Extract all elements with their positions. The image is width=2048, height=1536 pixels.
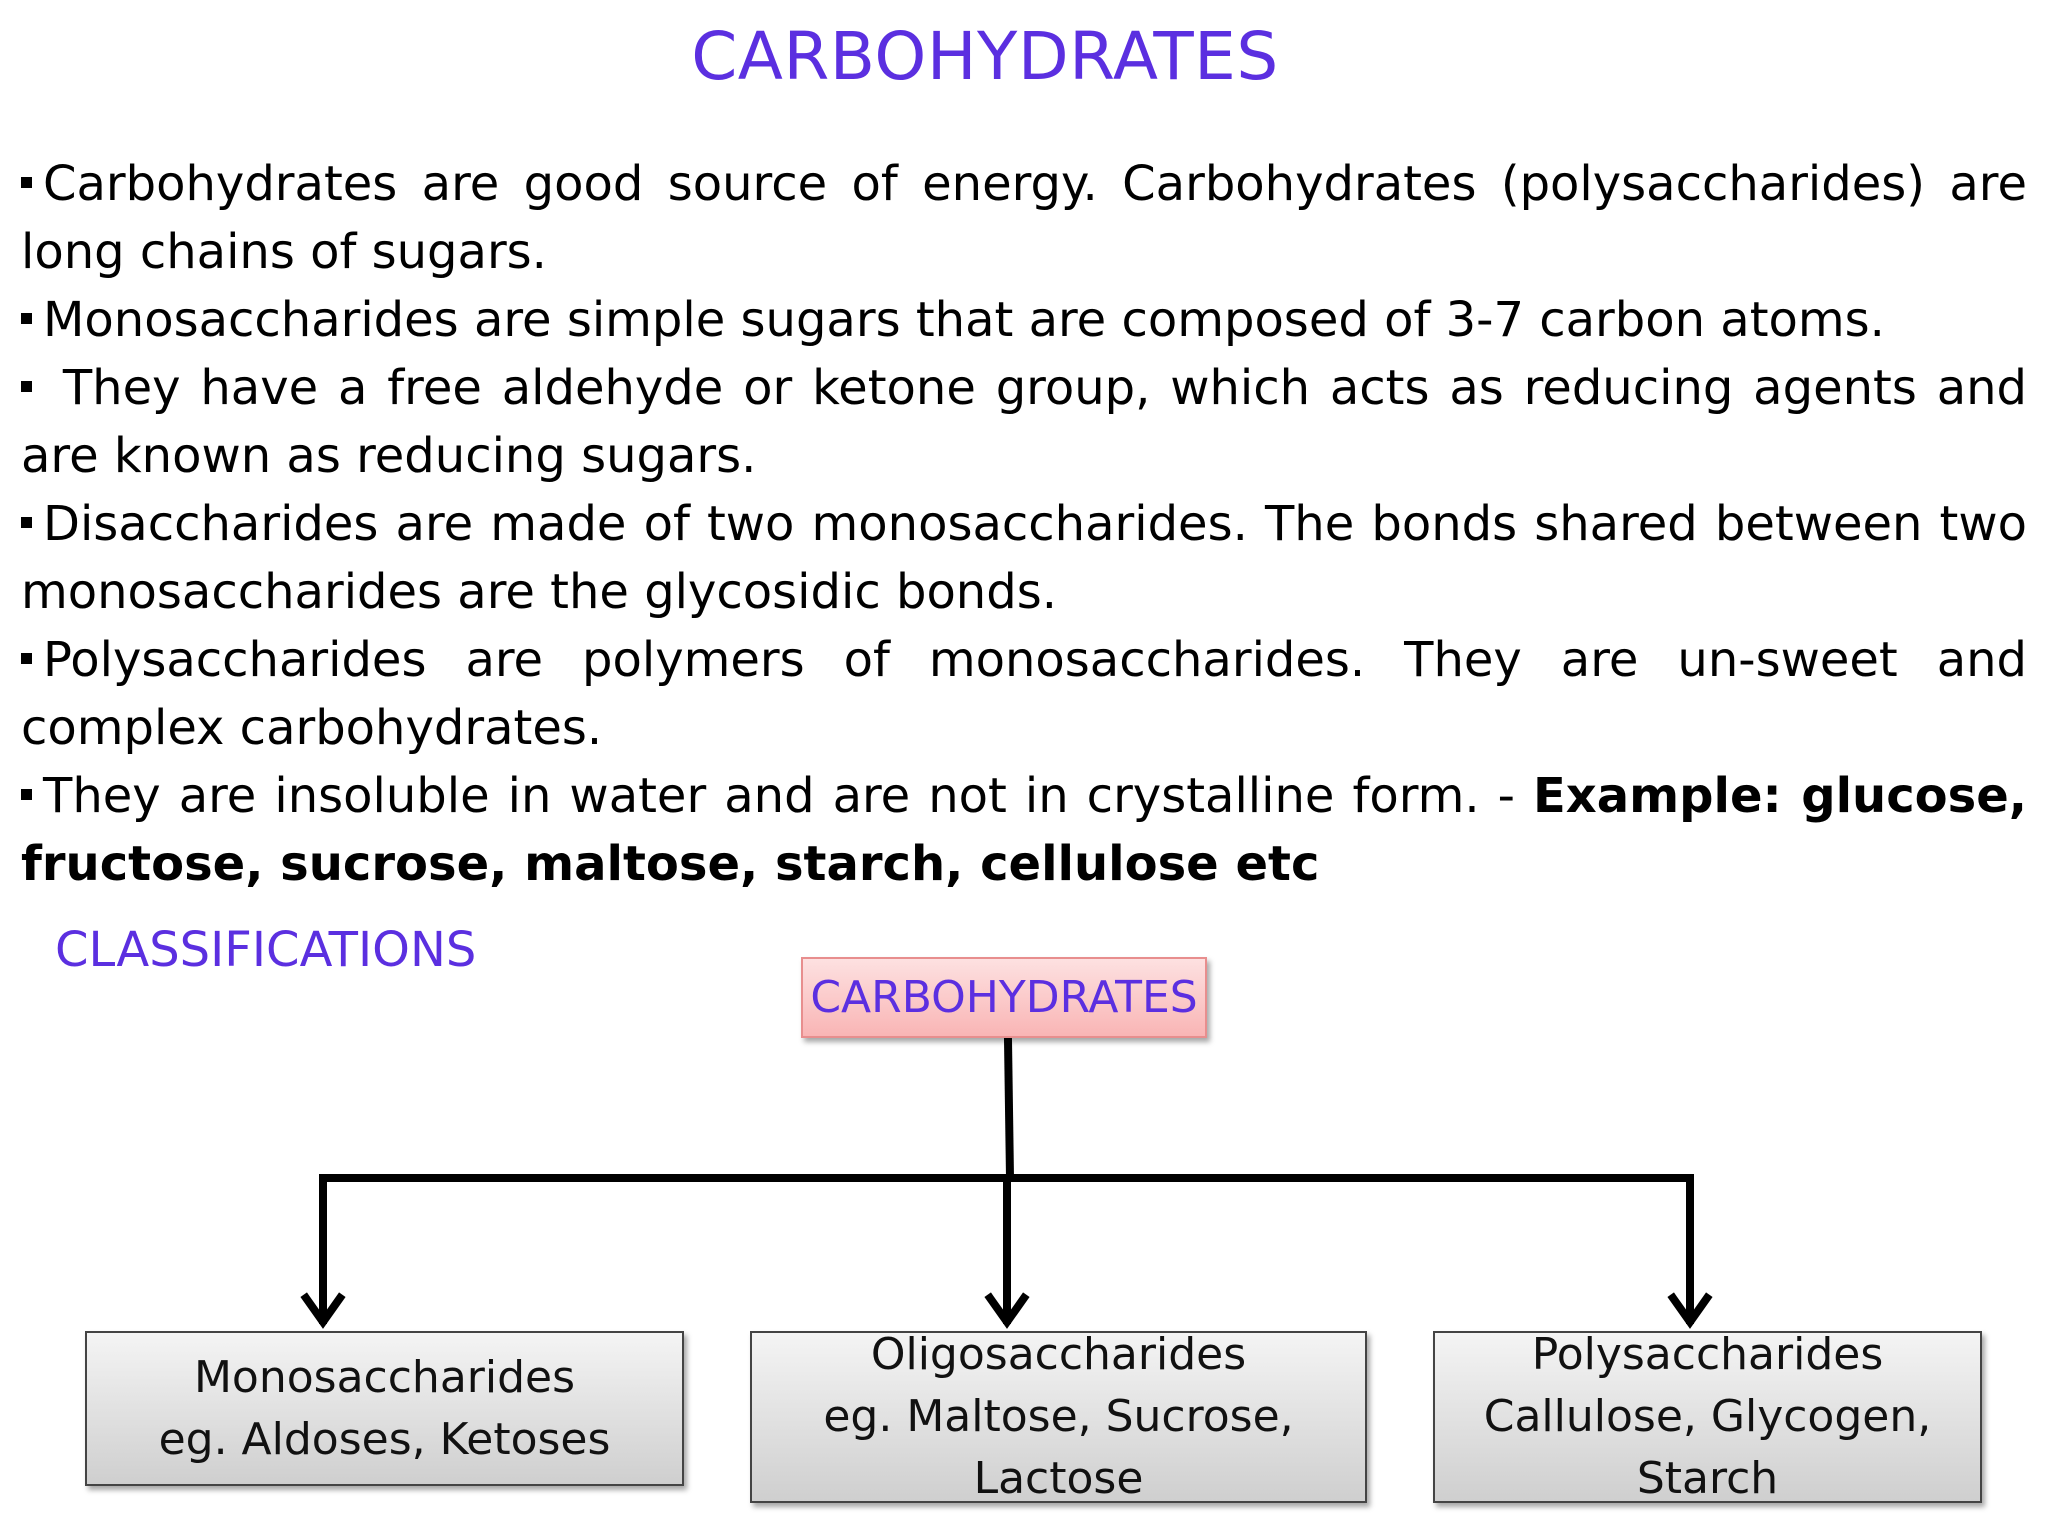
square-bullet-icon [21, 789, 32, 800]
square-bullet-icon [21, 653, 32, 664]
bullet-text: Polysaccharides are polymers of monosaccharides. They are un-sweet and complex carbohydrates. [21, 632, 2027, 756]
arrowhead-middle [990, 1298, 1024, 1322]
node-polysaccharides [1433, 1331, 1982, 1503]
node-title: Polysaccharides [1531, 1329, 1884, 1380]
root-trunk-line [1008, 1040, 1010, 1178]
bullet-text: They are insoluble in water and are not in crystalline form. - [43, 768, 1534, 824]
classifications-heading: CLASSIFICATIONS [55, 922, 477, 978]
root-node-carbohydrates: CARBOHYDRATES [801, 957, 1207, 1038]
bullet-item [21, 490, 2027, 626]
bullet-item [21, 286, 2027, 354]
bullet-list [21, 150, 2027, 898]
node-title: Oligosaccharides [870, 1329, 1247, 1380]
node-monosaccharides [85, 1331, 684, 1486]
node-examples-cont: Lactose [973, 1453, 1144, 1504]
square-bullet-icon [21, 313, 32, 324]
bullet-item [21, 626, 2027, 762]
bullet-item [21, 150, 2027, 286]
node-title: Monosaccharides [193, 1351, 576, 1403]
square-bullet-icon [21, 177, 32, 188]
bullet-text: Carbohydrates are good source of energy. Carbohydrates (polysaccharides) are long chains of sugars. [21, 156, 2027, 280]
bullet-text: They have a free aldehyde or ketone group, which acts as reducing agents and are known as reducing sugars. [21, 360, 2027, 484]
node-oligosaccharides [750, 1331, 1367, 1503]
slide-title: CARBOHYDRATES [691, 18, 1279, 95]
arrowhead-right [1673, 1298, 1707, 1322]
bullet-example-text: Example: glucose, fructose, sucrose, maltose, starch, cellulose etc [21, 768, 2027, 892]
bullet-text: Monosaccharides are simple sugars that are composed of 3-7 carbon atoms. [43, 292, 1885, 348]
bullet-item [21, 354, 2027, 490]
arrowhead-left [306, 1298, 340, 1322]
node-examples: eg. Maltose, Sucrose, [823, 1391, 1294, 1442]
node-examples-cont: Starch [1636, 1453, 1779, 1504]
square-bullet-icon [21, 381, 32, 392]
node-examples: Callulose, Glycogen, [1483, 1391, 1932, 1442]
node-examples: eg. Aldoses, Ketoses [158, 1413, 611, 1465]
bullet-item [21, 762, 2027, 898]
square-bullet-icon [21, 517, 32, 528]
bullet-text: Disaccharides are made of two monosaccharides. The bonds shared between two monosaccharides are the glycosidic bonds. [21, 496, 2027, 620]
